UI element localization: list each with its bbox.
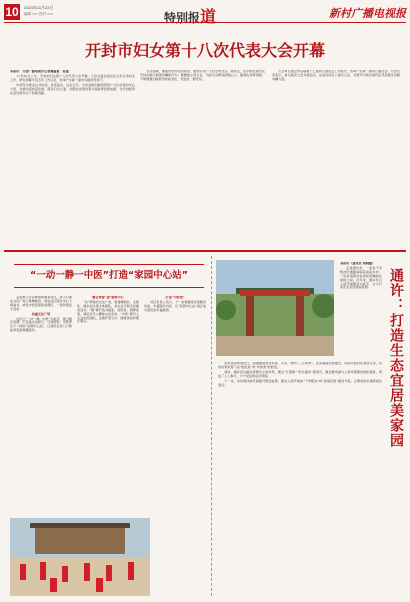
section-label xyxy=(164,4,216,27)
article2-photo xyxy=(10,518,150,596)
article1-paragraph: 大会审议通过市妇联第十七届执行委员会工作报告，选举产生新一届执行委员会。与会代表表示，将以此次大会为新起点，在各自岗位上建功立业，为谱写中国式现代化开封篇章贡献巾帼力量。 xyxy=(272,70,400,81)
dancers-photo-illustration xyxy=(10,518,150,596)
article2-paragraph: 社区以“一动一静一中医”为抓手，整合辖区资源，打造集文化娱乐、日间照料、中医养生于一体的“家园中心站”，让居民在家门口就能享受到便捷服务。 xyxy=(10,316,72,333)
article3-title xyxy=(386,268,404,528)
article2-paragraph: 走进禹王台区繁塔街道某社区，老人们或在文化广场上跳舞健身，或在社区服务中心下棋看书，或在中医馆里接受理疗，一派和谐安宁景象。 xyxy=(10,296,72,311)
paper-name: 新村广播电视报 xyxy=(329,7,406,20)
page-header xyxy=(4,4,408,26)
article1-col3 xyxy=(272,70,400,240)
article3-paragraph: 同时，通许县注重发挥群众主体作用，通过“红黑榜”“积分超市”等形式，激发群众参与人居环境整治的积极性，形成了人人参与、户户受益的良好氛围。 xyxy=(218,369,382,378)
article1-col1 xyxy=(10,70,135,240)
article2-col1 xyxy=(10,296,72,516)
article3-paragraph: 走进通许县，一条条干净整洁的道路串联起美丽乡村，一座座错落有致的民居掩映在绿树之间。近年来，通许县以人居环境整治为抓手，全力打造生态宜居美丽家园。 xyxy=(340,265,382,290)
article2-title-box xyxy=(14,264,204,288)
article2-paragraph: “动”即建设文化广场，组建舞蹈队、太极队、健步走队等文体团队，常态化开展全民健身活动；“静”即打造书画室、阅览室、棋牌室等，满足老年人精神文化需求；“中医”即引入专业中医团队，定期开展义诊、健康讲座和理疗服务。 xyxy=(77,299,139,324)
article2-subtitle: 共建文化广场 xyxy=(31,311,51,316)
page-number: 10 xyxy=(5,5,19,19)
article2-subtitle: 整合资源“造”服务中心 xyxy=(92,296,124,299)
article3-col-narrow xyxy=(340,262,382,356)
edition-line: 编辑 ××× 校对 ××× xyxy=(24,12,54,16)
section-label-text: 特别报 xyxy=(164,11,201,25)
article1-paragraph: 市领导出席会议并讲话。讲话指出，过去五年，全市各级妇联组织和广大妇女紧扣中心大局，在推动高质量发展、服务妇女儿童、加强自身建设等方面取得显著成绩，为开封经济社会发展作出了积极贡献。 xyxy=(10,82,135,95)
article3-col-wide xyxy=(218,362,382,594)
article2-subtitle: 打造“中医馆” xyxy=(165,296,185,299)
article1-byline: 本报讯 开封广播电视台记者魏嘉萱 报道 xyxy=(10,70,69,73)
issue-date: 2024年11月22日 xyxy=(24,5,54,10)
article1-col2 xyxy=(140,70,265,240)
article1-paragraph: 会议强调，要始终坚持党的领导，团结引领广大妇女听党话、跟党走，在中国式现代化开封实践中展现巾帼新作为；要聚焦主责主业，当好妇女群众的贴心人；要深化改革创新，不断增强妇联组织的政治性、先进性、群众性。 xyxy=(140,70,265,81)
article2-paragraph: 社区负责人表示，下一步将继续完善服务功能，丰富服务内容，让“家园中心站”真正成为居民的幸福港湾。 xyxy=(144,299,206,312)
village-gate-illustration xyxy=(216,260,334,356)
article1-title: 开封市妇女第十八次代表大会开幕 xyxy=(84,41,325,60)
article3-title-text: 通许：打造生态宜居美家园 xyxy=(388,268,404,448)
article2-col2 xyxy=(77,296,139,516)
article3-byline: 本报讯（通讯员 胡晓霞） xyxy=(340,262,376,265)
column-rule xyxy=(211,256,212,596)
section-label-emphasis: 道 xyxy=(200,7,217,26)
article2-col4 xyxy=(154,518,206,596)
header-rule xyxy=(4,22,406,23)
article2-col3 xyxy=(144,296,206,516)
article1-paragraph: 11月20日上午，开封市妇女第十八次代表大会开幕。大会全面总结过去五年全市妇女工作，研究部署今后五年工作任务，选举产生新一届市妇联领导班子。 xyxy=(10,73,135,82)
article3-paragraph: 下一步，该县将持续巩固提升整治成果，推动人居环境由“干净整洁”向“美丽宜居”提档升级，让群众的幸福感成色更足。 xyxy=(218,378,382,387)
article2-title: “一动一静一中医”打造“家园中心站” xyxy=(30,270,188,281)
article3-paragraph: 该县坚持规划先行，统筹推进农村垃圾、污水、厕所“三大革命”，完善基础设施建设，持续开展村庄清洁行动，村容村貌实现了由“脏乱差”向“净绿美”的转变。 xyxy=(218,362,382,369)
section-divider xyxy=(4,250,406,252)
article3-photo xyxy=(216,260,334,356)
